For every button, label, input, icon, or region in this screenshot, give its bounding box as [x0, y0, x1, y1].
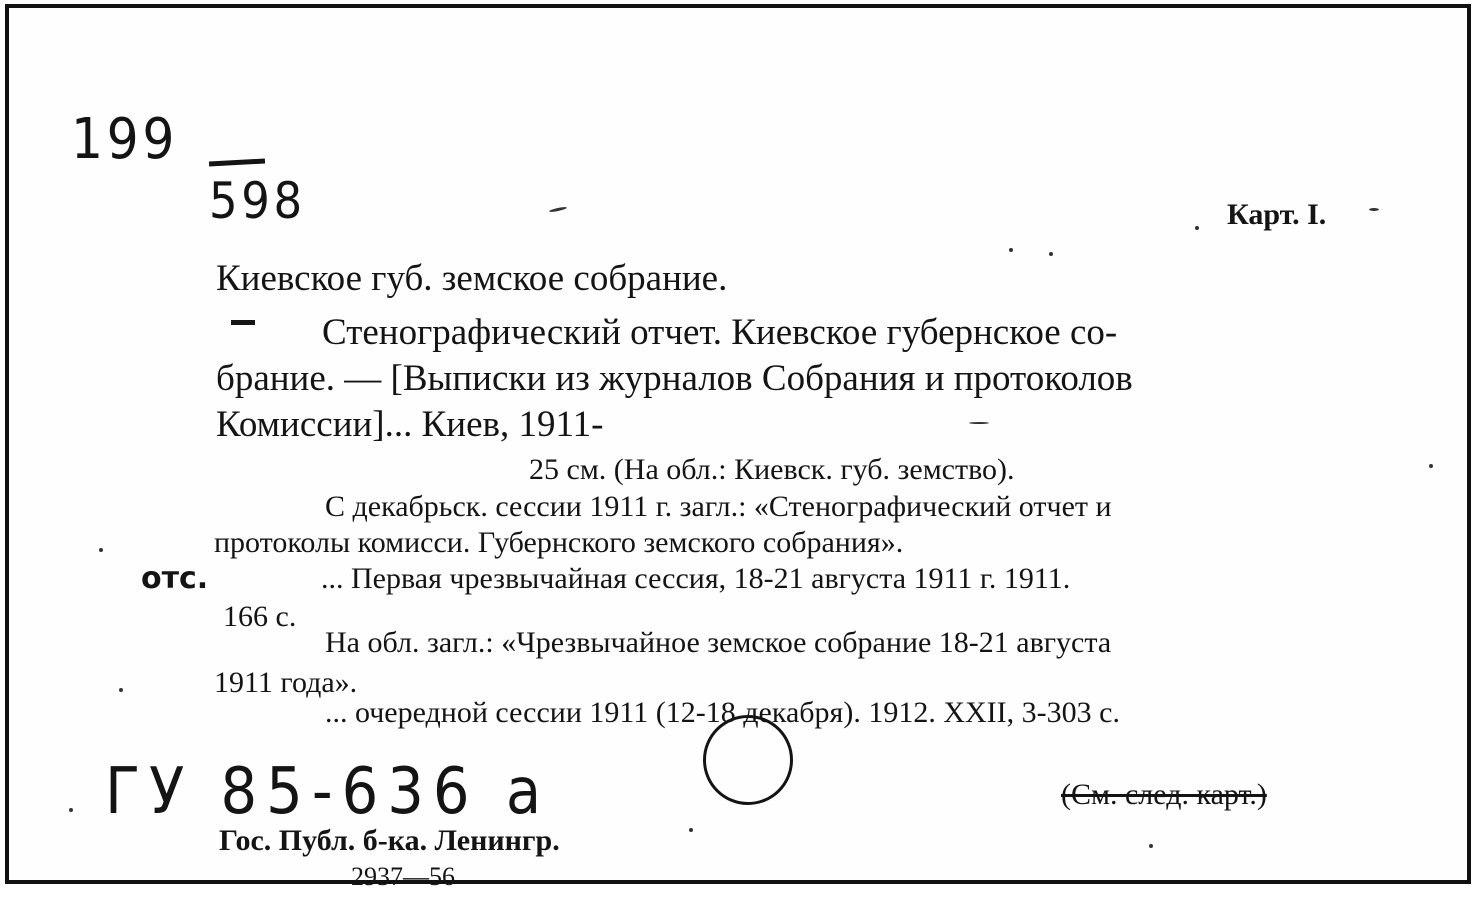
- speck: [1429, 464, 1433, 468]
- session-2-line: ... очередной сессии 1911 (12-18 декабря). 1912. XXII, 3-303 с.: [325, 696, 1120, 729]
- title-line-2: брание. — [Выписки из журналов Собрания и протоколов: [216, 358, 1133, 399]
- speck: [1049, 252, 1053, 256]
- speck: [69, 808, 73, 812]
- note-line-2: протоколы комисси. Губернского земского собрания».: [214, 526, 904, 559]
- speck: [1009, 248, 1013, 252]
- title-line-3: Комиссии]... Киев, 1911-: [216, 404, 604, 445]
- call-number-top: 199: [71, 107, 179, 172]
- print-number: 2937—56: [351, 862, 455, 891]
- speck: [969, 422, 989, 424]
- speck: [99, 548, 103, 552]
- card-number: Карт. I.: [1227, 198, 1327, 231]
- note-line-1: С декабрьск. сессии 1911 г. загл.: «Стенографический отчет и: [325, 490, 1112, 523]
- library-imprint: Гос. Публ. б-ка. Ленингр.: [219, 824, 560, 857]
- cover-note-line-1: На обл. загл.: «Чрезвычайное земское собрание 18-21 августа: [325, 626, 1112, 659]
- size-note: 25 см. (На обл.: Киевск. губ. земство).: [529, 453, 1015, 486]
- card-heading: Киевское губ. земское собрание.: [216, 258, 728, 299]
- speck: [689, 828, 693, 832]
- see-next-card: [1061, 780, 1267, 810]
- session-1-line-2: 166 с.: [223, 600, 297, 633]
- see-next-text: (См. след. карт.): [1061, 778, 1267, 811]
- session-1-line-1: ... Первая чрезвычайная сессия, 18-21 августа 1911 г. 1911.: [321, 562, 1071, 595]
- cover-note-line-2: 1911 года».: [214, 666, 358, 699]
- speck: [549, 206, 567, 213]
- speck: [1195, 226, 1199, 230]
- catalog-card: [5, 4, 1471, 891]
- title-line-1: Стенографический отчет. Киевское губернское со-: [322, 312, 1118, 353]
- call-number-bottom: 598: [209, 172, 306, 230]
- speck: [1369, 208, 1379, 211]
- otc-mark: отс.: [141, 561, 209, 596]
- call-number-rule: [209, 159, 265, 167]
- stamp-circle: [703, 715, 793, 805]
- inventory-number: ГУ 85-636 а: [105, 755, 551, 829]
- speck: [119, 688, 123, 692]
- dash-mark: [231, 320, 255, 325]
- speck: [1149, 844, 1153, 848]
